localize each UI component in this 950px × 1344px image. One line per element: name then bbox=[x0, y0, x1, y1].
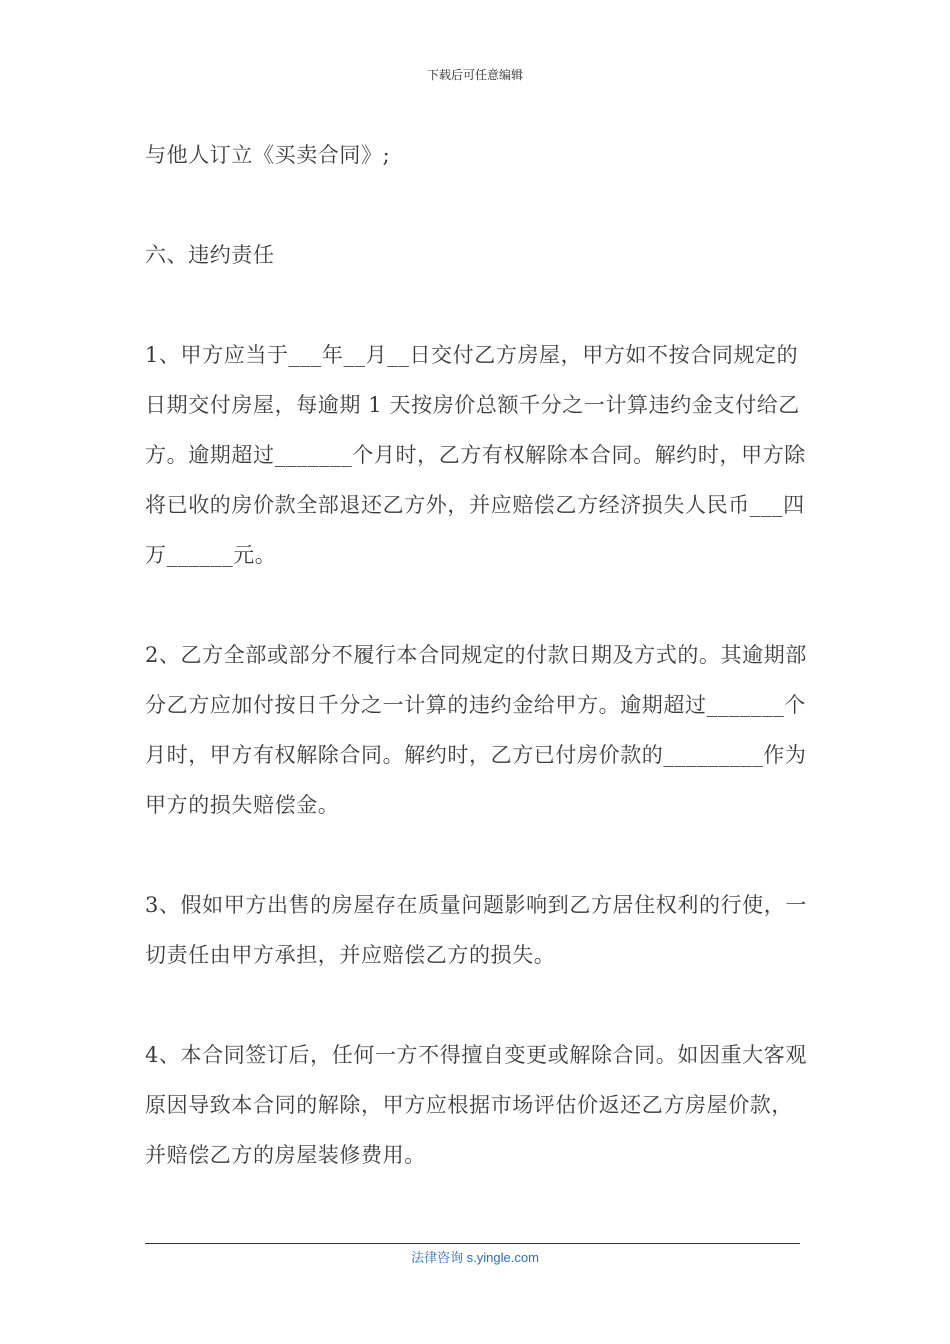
clause-2: 2、乙方全部或部分不履行本合同规定的付款日期及方式的。其逾期部分乙方应加付按日千分之一计算的违约金给甲方。逾期超过_______个月时，甲方有权解除合同。解约时，乙方已付房价款的_________作为甲方的损失赔偿金。 bbox=[145, 643, 807, 817]
clause-3: 3、假如甲方出售的房屋存在质量问题影响到乙方居住权利的行使，一切责任由甲方承担，并应赔偿乙方的损失。 bbox=[145, 893, 807, 967]
clause-1: 1、甲方应当于___年__月__日交付乙方房屋，甲方如不按合同规定的日期交付房屋，每逾期 1 天按房价总额千分之一计算违约金支付给乙方。逾期超过_______个月时，乙方有权解除本合同。解约时，甲方除将已收的房价款全部退还乙方外，并应赔偿乙方经济损失人民币___四万______元。 bbox=[145, 343, 806, 567]
paragraph-spacer bbox=[145, 980, 810, 1030]
page-header: 下载后可任意编辑 bbox=[426, 68, 523, 82]
footer-divider bbox=[145, 1243, 800, 1244]
paragraph-spacer bbox=[145, 580, 810, 630]
paragraph-spacer bbox=[145, 180, 810, 230]
section-heading: 六、违约责任 bbox=[145, 243, 275, 267]
clause-4: 4、本合同签订后，任何一方不得擅自变更或解除合同。如因重大客观原因导致本合同的解除，甲方应根据市场评估价返还乙方房屋价款，并赔偿乙方的房屋装修费用。 bbox=[145, 1043, 807, 1167]
document-body bbox=[145, 130, 810, 1180]
paragraph-spacer bbox=[145, 830, 810, 880]
paragraph-continuation: 与他人订立《买卖合同》; bbox=[145, 143, 391, 167]
footer-link[interactable]: 法律咨询 s.yingle.com bbox=[411, 1250, 539, 1265]
paragraph-spacer bbox=[145, 280, 810, 330]
